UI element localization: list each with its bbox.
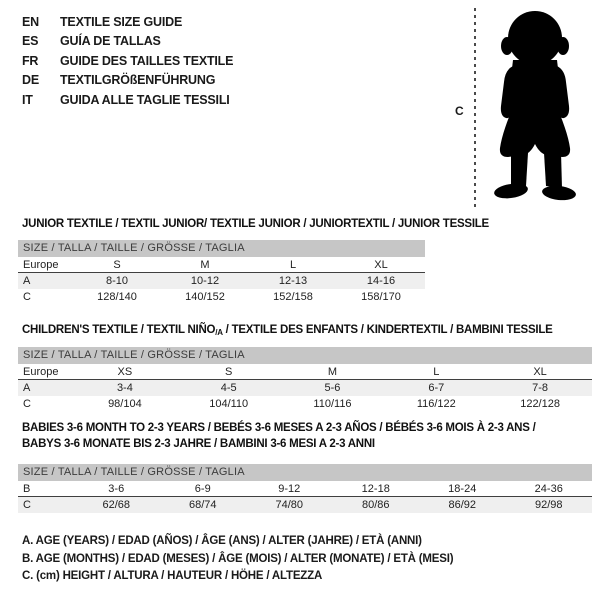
size-header-bar: SIZE / TALLA / TAILLE / GRÖSSE / TAGLIA [18, 464, 592, 481]
junior-section-title: JUNIOR TEXTILE / TEXTIL JUNIOR/ TEXTILE JUNIOR / JUNIORTEXTIL / JUNIOR TESSILE [22, 218, 489, 230]
lang-label: GUIDE DES TAILLES TEXTILE [60, 53, 234, 68]
lang-code: ES [22, 34, 39, 49]
table-cell: 158/170 [361, 291, 401, 303]
height-measure-label: C [455, 104, 464, 118]
table-cell: 6-7 [428, 382, 445, 394]
table-cell: 104/110 [209, 398, 249, 410]
region-label: Europe [23, 365, 59, 378]
table-cell: 10-12 [190, 275, 220, 287]
babies-title-line1: BABIES 3-6 MONTH TO 2-3 YEARS / BEBÉS 3-6 MESES A 2-3 AÑOS / BÉBÉS 3-6 MOIS À 2-3 ANS / [22, 422, 536, 434]
table-cell: 62/68 [102, 499, 131, 511]
footnote-c: C. (cm) HEIGHT / ALTURA / HAUTEUR / HÖHE / ALTEZZA [22, 570, 323, 582]
column-header: M [200, 258, 210, 271]
column-header-row [18, 257, 425, 273]
table-cell: 24-36 [534, 482, 563, 495]
footnote-b: B. AGE (MONTHS) / EDAD (MESES) / ÂGE (MOIS) / ALTER (MONATE) / ETÀ (MESI) [22, 552, 454, 565]
table-cell: 74/80 [275, 499, 304, 511]
table-cell: 5-6 [324, 382, 341, 394]
row-label: A [23, 275, 31, 287]
lang-row-en [22, 12, 233, 32]
babies-title-line2: BABYS 3-6 MONATE BIS 2-3 JAHRE / BAMBINI 3-6 MESI A 2-3 ANNI [22, 438, 375, 450]
table-cell: 12-18 [361, 482, 390, 495]
row-label: A [23, 382, 31, 394]
children-section-title [22, 322, 553, 341]
table-cell: 6-9 [194, 482, 211, 495]
row-label: C [23, 291, 31, 303]
lang-code: IT [22, 92, 33, 107]
table-cell: 7-8 [532, 382, 549, 394]
row-label: C [23, 398, 31, 410]
lang-row-it [22, 90, 233, 110]
lang-label: GUIDA ALLE TAGLIE TESSILI [60, 92, 230, 107]
table-cell: 68/74 [188, 499, 217, 511]
column-header: M [327, 365, 338, 378]
table-cell: 110/116 [313, 398, 352, 410]
lang-label: TEXTILGRÖßENFÜHRUNG [60, 73, 216, 88]
toddler-silhouette-icon [483, 8, 589, 208]
footnote-a: A. AGE (YEARS) / EDAD (AÑOS) / ÂGE (ANS) / ALTER (JAHRE) / ETÀ (ANNI) [22, 535, 422, 547]
table-cell: 4-5 [220, 382, 237, 394]
table-cell: 116/122 [416, 398, 456, 410]
region-label: Europe [23, 258, 59, 271]
babies-section-title [22, 420, 536, 452]
column-header: L [289, 258, 297, 271]
table-cell: 3-6 [108, 482, 125, 495]
table-cell: 140/152 [185, 291, 225, 303]
lang-code: FR [22, 53, 39, 68]
height-measure-dotted-line [474, 8, 476, 208]
table-cell: 14-16 [366, 275, 396, 287]
table-cell: 122/128 [520, 398, 560, 410]
children-title-subscript: /A [215, 328, 223, 337]
junior-size-table [18, 240, 425, 305]
column-header: L [433, 365, 440, 378]
lang-row-es [22, 32, 233, 52]
size-header-bar: SIZE / TALLA / TAILLE / GRÖSSE / TAGLIA [18, 347, 592, 364]
column-header: S [225, 365, 233, 378]
lang-row-de [22, 71, 233, 91]
row-label: B [23, 482, 31, 495]
language-title-block [22, 12, 233, 110]
table-row-a [18, 380, 592, 396]
row-label: C [23, 499, 31, 511]
column-header-row [18, 364, 592, 380]
table-row-a [18, 273, 425, 289]
table-cell: 12-13 [278, 275, 308, 287]
babies-size-table [18, 464, 592, 513]
table-cell: 3-4 [116, 382, 133, 394]
column-header: XL [374, 258, 388, 271]
column-header: S [113, 258, 121, 271]
table-cell: 80/86 [361, 499, 390, 511]
table-cell: 86/92 [448, 499, 477, 511]
children-title-part: / TEXTILE DES ENFANTS / KINDERTEXTIL / BAMBINI TESSILE [222, 324, 553, 336]
table-cell: 18-24 [448, 482, 477, 495]
footnotes-block [22, 533, 453, 586]
size-header-bar: SIZE / TALLA / TAILLE / GRÖSSE / TAGLIA [18, 240, 425, 257]
children-size-table [18, 347, 592, 412]
lang-label: TEXTILE SIZE GUIDE [60, 14, 183, 29]
table-cell: 152/158 [273, 291, 313, 303]
table-row-c [18, 497, 592, 513]
table-row-c [18, 396, 592, 412]
table-cell: 9-12 [278, 482, 301, 495]
table-cell: 98/104 [108, 398, 142, 410]
table-row-b [18, 481, 592, 497]
table-cell: 92/98 [534, 499, 563, 511]
column-header: XS [117, 365, 133, 378]
table-cell: 128/140 [97, 291, 137, 303]
lang-label: GUÍA DE TALLAS [60, 34, 161, 49]
lang-row-fr [22, 51, 233, 71]
table-row-c [18, 289, 425, 305]
lang-code: DE [22, 73, 39, 88]
table-cell: 8-10 [105, 275, 129, 287]
lang-code: EN [22, 14, 39, 29]
children-title-part: CHILDREN'S TEXTILE / TEXTIL NIÑO [22, 324, 216, 336]
column-header: XL [533, 365, 547, 378]
